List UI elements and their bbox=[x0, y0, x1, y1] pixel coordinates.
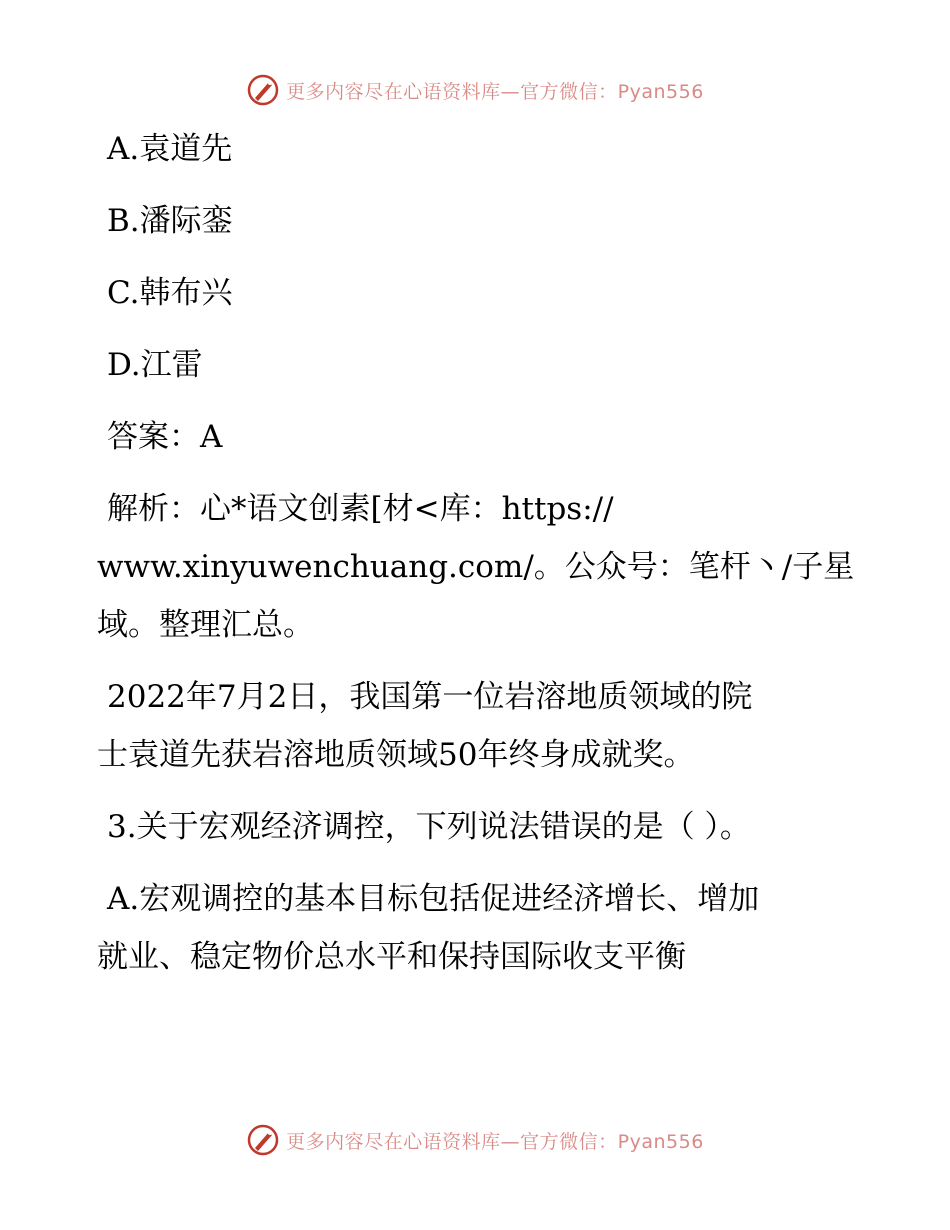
analysis-line-3: 域。整理汇总。 bbox=[97, 607, 314, 643]
option-d: D.江雷 bbox=[107, 347, 203, 383]
footer-banner-text: 更多内容尽在心语资料库—官方微信：Pyan556 bbox=[286, 1130, 704, 1153]
question-3: 3.关于宏观经济调控，下列说法错误的是（ ）。 bbox=[107, 809, 751, 845]
pen-logo-icon bbox=[246, 1123, 280, 1157]
option-a: A.袁道先 bbox=[107, 131, 233, 167]
header-banner bbox=[0, 70, 950, 110]
pen-logo-icon bbox=[246, 73, 280, 107]
question-3-option-a-line-1: A.宏观调控的基本目标包括促进经济增长、增加 bbox=[107, 881, 760, 917]
option-c: C.韩布兴 bbox=[107, 275, 233, 311]
explanation-line-1: 2022年7月2日，我国第一位岩溶地质领域的院 bbox=[107, 679, 753, 715]
footer-banner bbox=[0, 1120, 950, 1160]
option-b: B.潘际銮 bbox=[107, 203, 233, 239]
analysis-line-2: www.xinyuwenchuang.com/。公众号：笔杆丶/子星 bbox=[97, 549, 855, 585]
question-3-option-a-line-2: 就业、稳定物价总水平和保持国际收支平衡 bbox=[97, 939, 686, 975]
explanation-line-2: 士袁道先获岩溶地质领域50年终身成就奖。 bbox=[97, 737, 695, 773]
header-banner-text: 更多内容尽在心语资料库—官方微信：Pyan556 bbox=[286, 80, 704, 103]
document-body bbox=[97, 120, 857, 986]
analysis-line-1: 解析：心*语文创素[材<库：https:// bbox=[107, 491, 614, 527]
answer-line: 答案：A bbox=[107, 419, 223, 455]
